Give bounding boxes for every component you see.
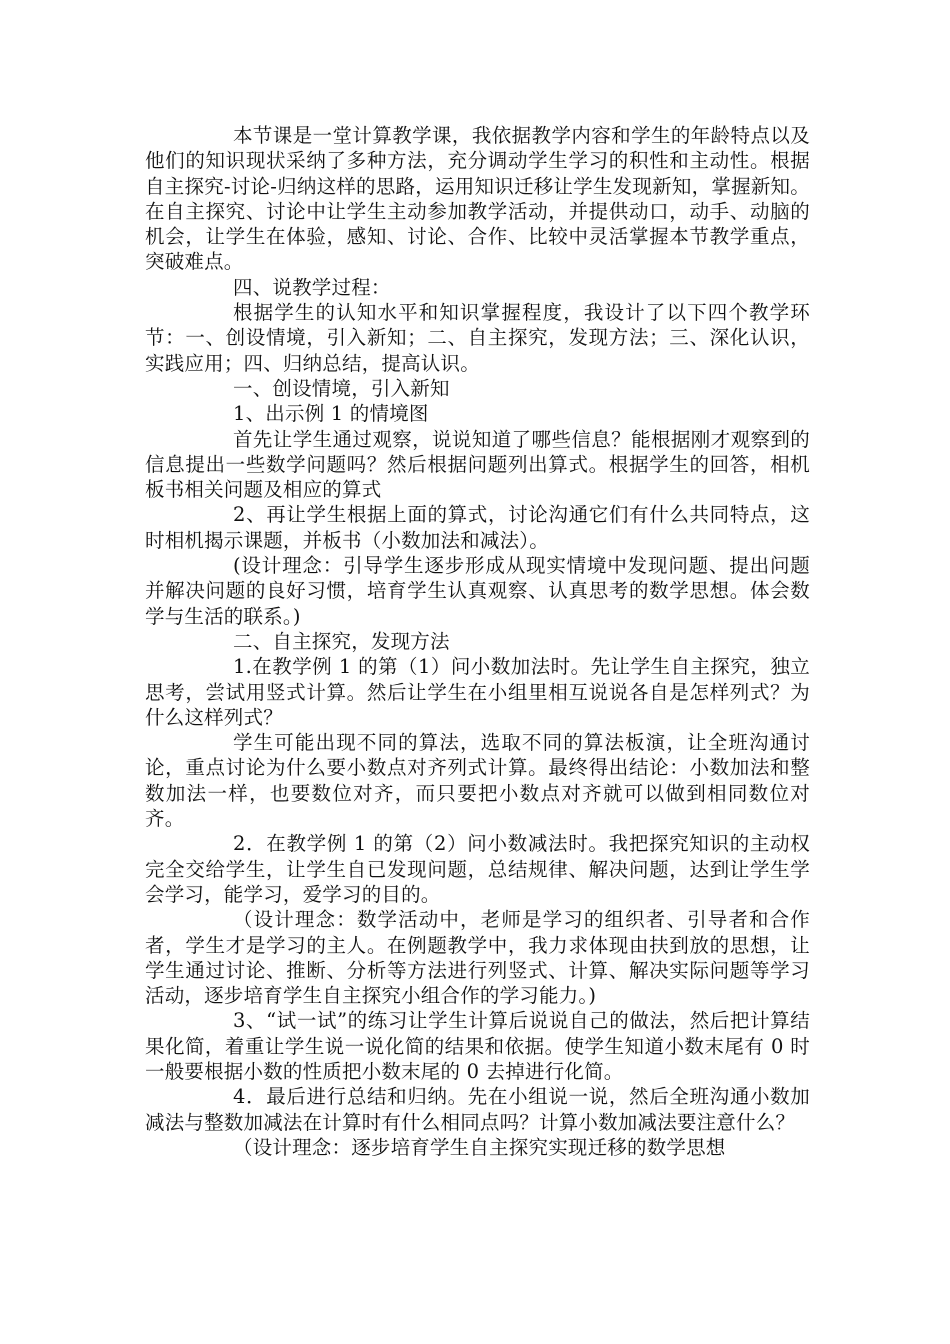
design-note: （设计理念：逐步培育学生自主探究实现迁移的数学思想 — [233, 1135, 726, 1159]
document-body — [145, 123, 810, 1160]
paragraph: 3、“试一试”的练习让学生计算后说说自己的做法，然后把计算结果化简，着重让学生说一说化简的结果和依据。使学生知道小数末尾有 0 时一般要根据小数的性质把小数末尾的 0 去掉进行化简。 — [145, 1009, 810, 1083]
paragraph: 本节课是一堂计算教学课，我依据教学内容和学生的年龄特点以及他们的知识现状采纳了多种方法，充分调动学生学习的积性和主动性。根据自主探究-讨论-归纳这样的思路，运用知识迁移让学生发现新知，掌握新知。在自主探究、讨论中让学生主动参加教学活动，并提供动口，动手、动脑的机会，让学生在体验，感知、讨论、合作、比较中灵活掌握本节教学重点，突破难点。 — [145, 124, 810, 274]
paragraph: 学生可能出现不同的算法，选取不同的算法板演，让全班沟通讨论，重点讨论为什么要小数点对齐列式计算。最终得出结论：小数加法和整数加法一样，也要数位对齐，而只要把小数点对齐就可以做到相同数位对齐。 — [145, 731, 810, 831]
design-note: （设计理念：数学活动中，老师是学习的组织者、引导者和合作者，学生才是学习的主人。在例题教学中，我力求体现由扶到放的思想，让学生通过讨论、推断、分析等方法进行列竖式、计算、解决实际问题等学习活动，逐步培育学生自主探究小组合作的学习能力。) — [145, 908, 810, 1008]
paragraph: 根据学生的认知水平和知识掌握程度，我设计了以下四个教学环节：一、创设情境，引入新知；二、自主探究，发现方法；三、深化认识，实践应用；四、归纳总结，提高认识。 — [145, 301, 810, 375]
paragraph: 2、再让学生根据上面的算式，讨论沟通它们有什么共同特点，这时相机揭示课题，并板书（小数加法和减法）。 — [145, 503, 810, 552]
design-note: (设计理念：引导学生逐步形成从现实情境中发现问题、提出问题并解决问题的良好习惯，培育学生认真观察、认真思考的数学思想。体会数学与生活的联系。) — [145, 554, 810, 628]
paragraph: 首先让学生通过观察，说说知道了哪些信息？能根据刚才观察到的信息提出一些数学问题吗？然后根据问题列出算式。根据学生的回答，相机板书相关问题及相应的算式 — [145, 427, 810, 502]
paragraph: 4．最后进行总结和归纳。先在小组说一说，然后全班沟通小数加减法与整数加减法在计算时有什么相同点吗？计算小数加减法要注意什么？ — [145, 1085, 810, 1134]
section-heading: 一、创设情境，引入新知 — [233, 376, 450, 400]
section-heading: 二、自主探究，发现方法 — [233, 629, 450, 653]
paragraph: 1.在教学例 1 的第（1）问小数加法时。先让学生自主探究，独立思考，尝试用竖式计算。然后让学生在小组里相互说说各自是怎样列式？为什么这样列式？ — [145, 655, 810, 729]
section-heading: 四、说教学过程： — [233, 275, 391, 299]
paragraph: 2．在教学例 1 的第（2）问小数减法时。我把探究知识的主动权完全交给学生，让学生自已发现问题，总结规律、解决问题，达到让学生学会学习，能学习，爱学习的目的。 — [145, 832, 810, 906]
subheading: 1、出示例 1 的情境图 — [233, 402, 429, 426]
